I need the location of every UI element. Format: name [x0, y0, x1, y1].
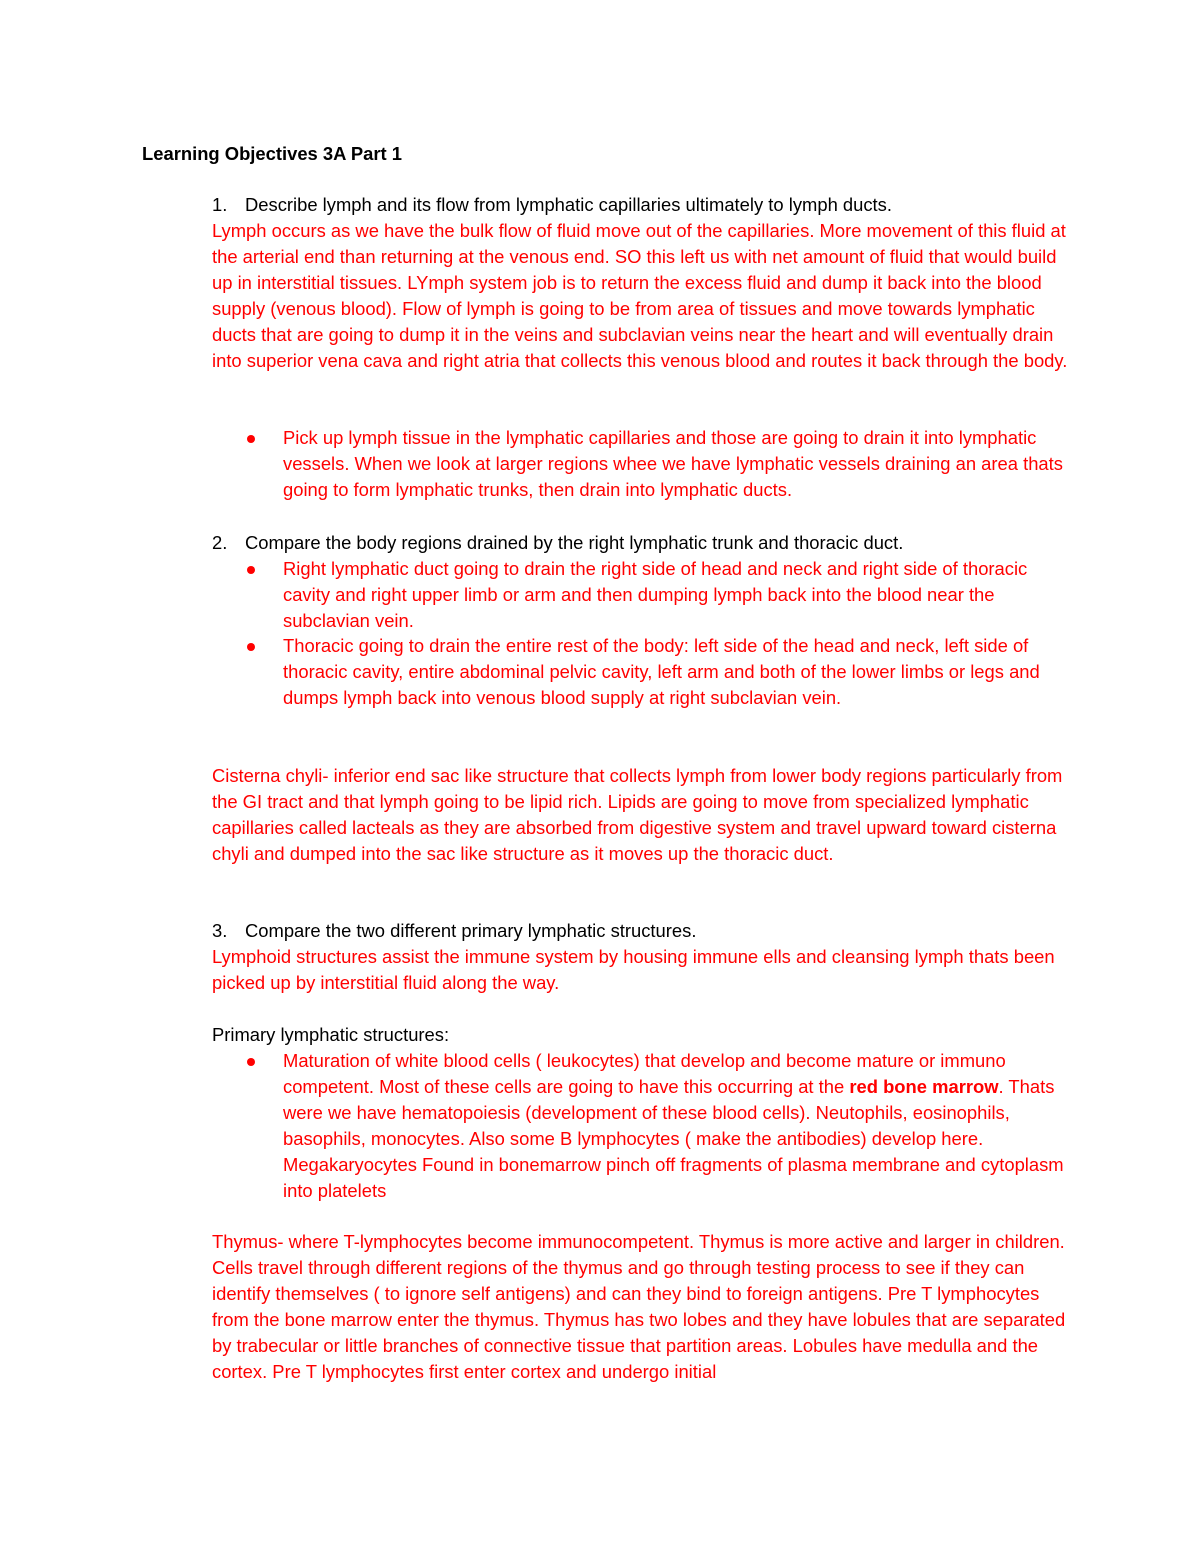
primary-structures-heading: Primary lymphatic structures:	[212, 1024, 450, 1045]
thymus-paragraph: Thymus- where T-lymphocytes become immunocompetent. Thymus is more active and larger in children. Cells travel through different regions of the thymus and go through testing process to see if they can identify themselves ( to ignore self antigens) and can they bind to foreign antigens. Pre T lymphocytes from the bone marrow enter the thymus. Thymus has two lobes and they have lobules that are separated by trabecular or little branches of connective tissue that partition areas. Lobules have medulla and the cortex. Pre T lymphocytes first enter cortex and undergo initial	[212, 1231, 1066, 1382]
objective-text: Compare the body regions drained by the right lymphatic trunk and thoracic duct.	[245, 532, 904, 553]
bullet-text-part: Maturation of white blood cells ( leukocytes) that develop and become mature or immuno competent. Most of these cells are going to have this occurring at the	[283, 1050, 1006, 1097]
objective-number: 3.	[212, 920, 228, 941]
objective-number: 1.	[212, 194, 228, 215]
red-bone-marrow-emphasis: red bone marrow	[849, 1076, 999, 1097]
bullet-text: Right lymphatic duct going to drain the right side of head and neck and right side of thoracic cavity and right upper limb or arm and then dumping lymph back into the blood near the subclavian vein.	[283, 558, 1028, 631]
cisterna-chyli-paragraph: Cisterna chyli- inferior end sac like structure that collects lymph from lower body regions particularly from the GI tract and that lymph going to be lipid rich. Lipids are going to move from specialized lymphatic capillaries called lacteals as they are absorbed from digestive system and travel upward toward cisterna chyli and dumped into the sac like structure as it moves up the thoracic duct.	[212, 765, 1063, 864]
bullet-marker	[247, 1058, 255, 1066]
bullet-marker	[247, 643, 255, 651]
objective-text: Compare the two different primary lymphatic structures.	[245, 920, 697, 941]
bullet-text: Thoracic going to drain the entire rest of the body: left side of the head and neck, left side of thoracic cavity, entire abdominal pelvic cavity, left arm and both of the lower limbs or legs and dumps lymph back into venous blood supply at right subclavian vein.	[283, 635, 1040, 708]
bullet-marker	[247, 566, 255, 574]
objective-text: Describe lymph and its flow from lymphatic capillaries ultimately to lymph ducts.	[245, 194, 892, 215]
lymphoid-structures-answer: Lymphoid structures assist the immune system by housing immune ells and cleansing lymph thats been picked up by interstitial fluid along the way.	[212, 946, 1055, 993]
bullet-text	[283, 1048, 1073, 1204]
objective-number: 2.	[212, 532, 228, 553]
lymph-flow-answer: Lymph occurs as we have the bulk flow of fluid move out of the capillaries. More movement of this fluid at the arterial end than returning at the venous end. SO this left us with net amount of fluid that would build up in interstitial tissues. LYmph system job is to return the excess fluid and dump it back into the blood supply (venous blood). Flow of lymph is going to be from area of tissues and move towards lymphatic ducts that are going to dump it in the veins and subclavian veins near the heart and will eventually drain into superior vena cava and right atria that collects this venous blood and routes it back through the body.	[212, 220, 1068, 371]
bullet-text: Pick up lymph tissue in the lymphatic capillaries and those are going to drain it into lymphatic vessels. When we look at larger regions whee we have lymphatic vessels draining an area thats going to form lymphatic trunks, then drain into lymphatic ducts.	[283, 427, 1063, 500]
document-title: Learning Objectives 3A Part 1	[142, 143, 402, 164]
bullet-marker	[247, 435, 255, 443]
bullet-text-part: . Thats were we have hematopoiesis (development of these blood cells). Neutophils, eosinophils, basophils, monocytes. Also some B lymphocytes ( make the antibodies) develop here. Megakaryocytes Found in bonemarrow pinch off fragments of plasma membrane and cytoplasm into platelets	[283, 1076, 1064, 1201]
